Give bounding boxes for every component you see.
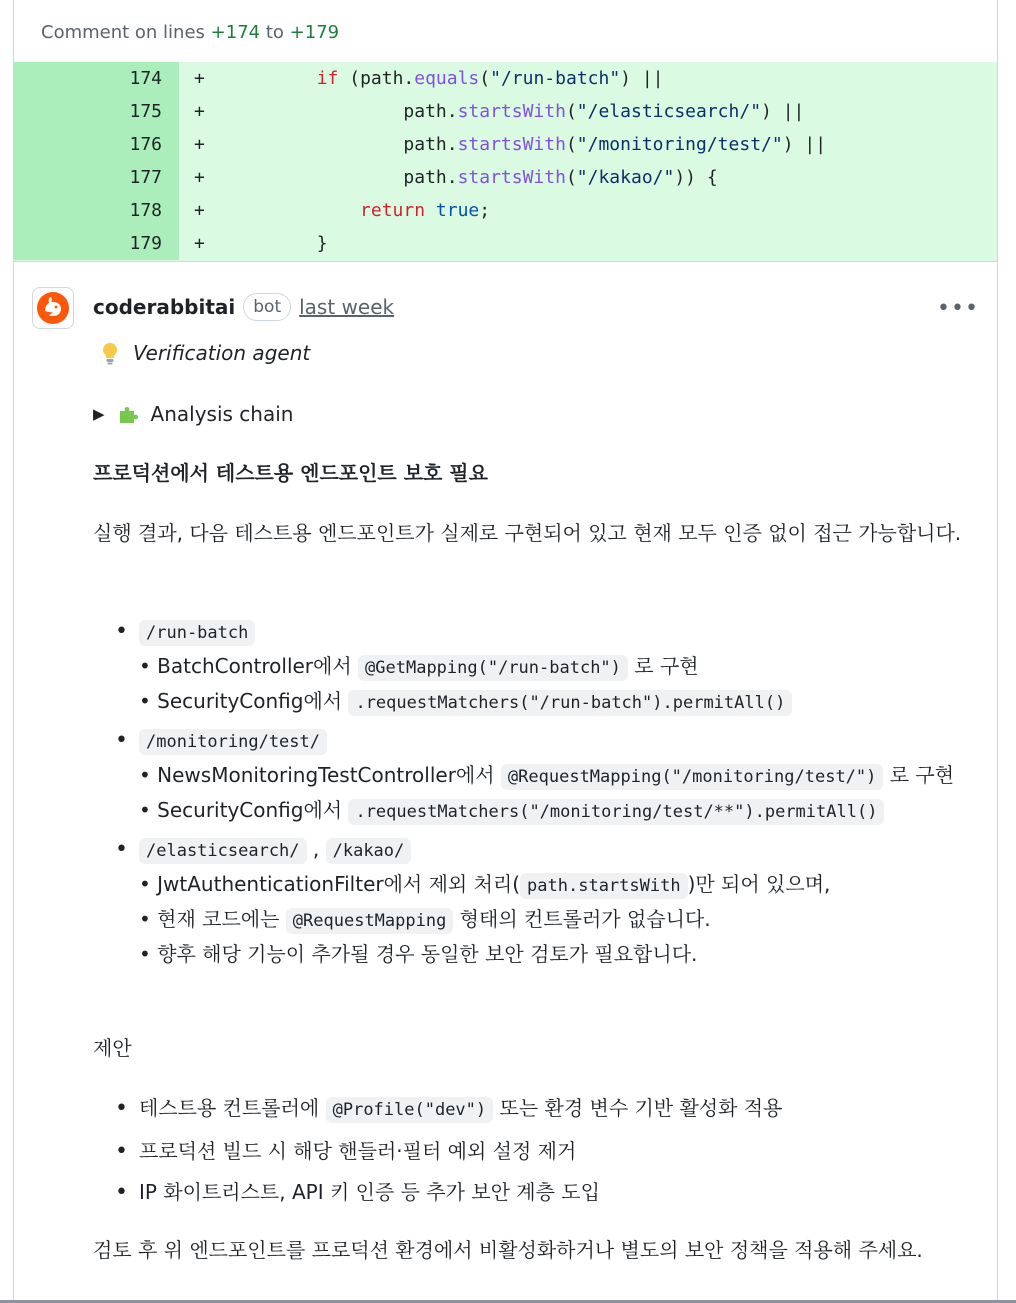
bullet: • (139, 872, 158, 896)
added-marker: + (194, 101, 205, 122)
puzzle-piece-icon (117, 404, 139, 426)
bullet: • (139, 763, 158, 787)
code-line (230, 128, 826, 161)
list-item (93, 615, 973, 720)
code-token: } (230, 233, 328, 254)
text: 로 구현 (627, 654, 699, 678)
suggestion-heading: 제안 (93, 1036, 132, 1060)
summary-paragraph: 실행 결과, 다음 테스트용 엔드포인트가 실제로 구현되어 있고 현재 모두 인증 없이 접근 가능합니다. (93, 521, 962, 545)
code-line (230, 227, 328, 260)
code-token: (path. (338, 68, 415, 89)
diff-hunk (14, 62, 997, 262)
code-token: path. (230, 167, 458, 188)
code-token: "/run-batch" (490, 68, 621, 89)
list-item (93, 1135, 973, 1168)
list-item (93, 833, 973, 971)
bullet: • (139, 942, 158, 966)
diff-line (14, 95, 997, 128)
code-line (230, 194, 490, 227)
list-item (93, 724, 973, 829)
diff-line (14, 194, 997, 227)
triangle-right-icon: ▶ (93, 405, 105, 423)
line-from: +174 (210, 22, 261, 43)
code-token: ( (565, 167, 577, 188)
inline-code: path.startsWith (520, 873, 688, 899)
added-marker: + (194, 167, 205, 188)
code-token: return (360, 200, 426, 221)
sub-item (139, 759, 973, 794)
inline-code: @GetMapping("/run-batch") (358, 655, 628, 681)
verification-agent: Verification agent (101, 337, 310, 370)
bot-badge: bot (243, 293, 291, 321)
diff-line (14, 62, 997, 95)
sub-item (139, 868, 973, 903)
code-token: ( (565, 134, 577, 155)
line-number[interactable]: 177 (129, 167, 162, 188)
diff-line (14, 128, 997, 161)
code-token (425, 200, 436, 221)
code-token: equals (414, 68, 480, 89)
bullet: • (139, 689, 158, 713)
kebab-menu-icon[interactable]: ••• (937, 296, 979, 321)
code-token: ) || (761, 101, 805, 122)
inline-code: @RequestMapping (286, 908, 454, 934)
code-token: ( (479, 68, 491, 89)
bullet: • (139, 654, 158, 678)
endpoint-list (93, 615, 973, 971)
text: BatchController에서 (157, 654, 359, 678)
code-token: if (316, 68, 339, 89)
sub-item (139, 794, 973, 829)
code-line (230, 95, 804, 128)
text: IP 화이트리스트, API 키 인증 등 추가 보안 계층 도입 (139, 1180, 600, 1204)
line-number[interactable]: 174 (129, 68, 162, 89)
text: SecurityConfig에서 (157, 689, 349, 713)
diff-line (14, 227, 997, 260)
added-marker: + (194, 134, 205, 155)
text: 프로덕션 빌드 시 해당 핸들러·필터 예외 설정 제거 (139, 1139, 577, 1163)
text: NewsMonitoringTestController에서 (157, 763, 501, 787)
code-line (230, 161, 718, 194)
code-token (230, 68, 317, 89)
sub-item (139, 650, 973, 685)
code-token (230, 200, 360, 221)
code-token: path. (230, 134, 458, 155)
text: 로 구현 (883, 763, 955, 787)
added-marker: + (194, 233, 205, 254)
line-number[interactable]: 176 (129, 134, 162, 155)
bullet: • (139, 798, 158, 822)
list-item (93, 1176, 973, 1209)
inline-code: /elasticsearch/ (139, 838, 307, 864)
text: )만 되어 있으며, (687, 872, 831, 896)
sub-item (139, 903, 973, 938)
inline-code: /kakao/ (326, 838, 412, 864)
added-marker: + (194, 200, 205, 221)
text: 또는 환경 변수 기반 활성화 적용 (493, 1096, 783, 1120)
bullet: • (139, 907, 158, 931)
code-token: ( (565, 101, 577, 122)
line-number[interactable]: 178 (129, 200, 162, 221)
text: 향후 해당 기능이 추가될 경우 동일한 보안 검토가 필요합니다. (157, 942, 698, 966)
comment-title: 프로덕션에서 테스트용 엔드포인트 보호 필요 (93, 461, 488, 485)
analysis-chain-toggle[interactable]: ▶ Analysis chain (93, 398, 293, 431)
code-token: )) { (674, 167, 718, 188)
coderabbit-logo-icon (36, 291, 70, 325)
timestamp-link[interactable]: last week (299, 295, 395, 319)
code-token: ) || (620, 68, 664, 89)
comment-lines-header: Comment on lines +174 to +179 (41, 22, 340, 43)
code-token: ; (479, 200, 491, 221)
separator: , (306, 837, 326, 861)
inline-code: @RequestMapping("/monitoring/test/") (501, 764, 883, 790)
code-token: ) || (782, 134, 827, 155)
sub-item (139, 685, 973, 720)
added-marker: + (194, 68, 205, 89)
comment-header (93, 290, 394, 324)
code-token: startsWith (457, 167, 566, 188)
inline-code: .requestMatchers("/run-batch").permitAll() (348, 690, 792, 716)
author-name[interactable]: coderabbitai (93, 295, 236, 319)
code-token: path. (230, 101, 458, 122)
code-token: "/kakao/" (576, 167, 675, 188)
code-line (230, 62, 664, 95)
text: 현재 코드에는 (157, 907, 286, 931)
sub-item (139, 938, 973, 971)
line-number[interactable]: 175 (129, 101, 162, 122)
code-token: true (435, 200, 480, 221)
inline-code: .requestMatchers("/monitoring/test/**").permitAll() (348, 799, 884, 825)
text: JwtAuthenticationFilter에서 제외 처리( (157, 872, 521, 896)
text: 테스트용 컨트롤러에 (139, 1096, 326, 1120)
code-token: startsWith (457, 134, 566, 155)
text: 형태의 컨트롤러가 없습니다. (453, 907, 711, 931)
inline-code: /run-batch (139, 620, 255, 646)
suggestion-list (93, 1092, 973, 1217)
line-number[interactable]: 179 (129, 233, 162, 254)
inline-code: @Profile("dev") (326, 1097, 494, 1123)
closing-paragraph: 검토 후 위 엔드포인트를 프로덕션 환경에서 비활성화하거나 별도의 보안 정책을 적용해 주세요. (93, 1238, 923, 1262)
text: SecurityConfig에서 (157, 798, 349, 822)
diff-line (14, 161, 997, 194)
inline-code: /monitoring/test/ (139, 729, 327, 755)
code-token: "/monitoring/test/" (576, 134, 783, 155)
line-to: +179 (289, 22, 340, 43)
avatar[interactable] (32, 287, 74, 329)
list-item (93, 1092, 973, 1127)
code-token: "/elasticsearch/" (576, 101, 762, 122)
lightbulb-icon (101, 342, 119, 366)
code-token: startsWith (457, 101, 566, 122)
